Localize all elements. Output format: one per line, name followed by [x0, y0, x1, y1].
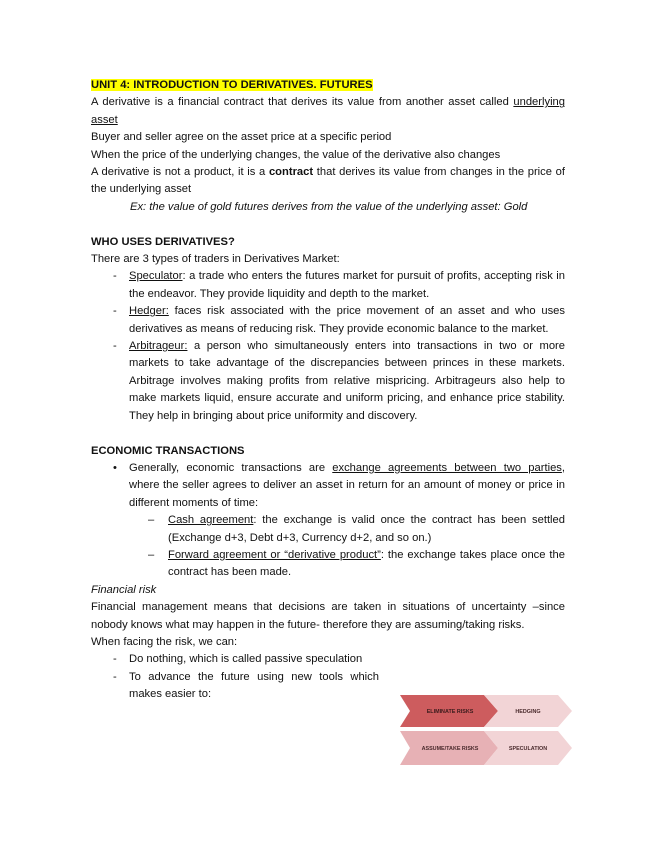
intro-line-3: When the price of the underlying changes, the value of the derivative also changes: [91, 148, 501, 161]
document-page: [91, 77, 565, 704]
page-title: UNIT 4: INTRODUCTION TO DERIVATIVES. FUTURES: [91, 79, 373, 91]
en-dash-marker: –: [148, 548, 155, 561]
contract-term: contract: [268, 166, 314, 179]
exchange-agreements-term: exchange agreements between two parties: [332, 461, 562, 474]
list-item: • Generally, economic transactions are exchange agreements between two parties, where the seller agrees to deliver an asset in return for an amount of money or price in different moments of time:: [113, 461, 565, 509]
list-item: - To advance the future using new tools which makes easier to:: [113, 670, 379, 701]
financial-risk-paragraph: Financial management means that decisions are taken in situations of uncertainty –since nobody knows what may happen in the future- therefore they are assuming/taking risks.: [91, 601, 565, 631]
list-item: – Cash agreement: the exchange is valid once the contract has been settled (Exchange d+3, Debt d+3, Currency d+2, and so on.): [148, 514, 565, 544]
section-heading-who-uses: WHO USES DERIVATIVES?: [91, 235, 235, 248]
list-item: - Hedger: faces risk associated with the price movement of an asset and who uses derivatives as means of reducing risk. They provide economic balance to the market.: [113, 305, 565, 335]
dash-marker: -: [113, 670, 117, 683]
term-arbitrageur: Arbitrageur:: [129, 340, 188, 353]
label-hedging: HEDGING: [515, 709, 541, 715]
intro-line-1: A derivative is a financial contract that derives its value from another asset called underlying asset: [91, 96, 565, 126]
dash-marker: -: [113, 653, 117, 666]
underlying-asset-term: underlying asset: [91, 96, 565, 126]
bullet-marker: •: [113, 461, 117, 474]
agreement-types-list: [91, 512, 565, 582]
label-speculation: SPECULATION: [508, 746, 548, 752]
intro-line-2: Buyer and seller agree on the asset price at a specific period: [91, 131, 392, 144]
term-speculator: Speculator: [129, 270, 183, 283]
who-uses-intro: There are 3 types of traders in Derivatives Market:: [91, 253, 340, 266]
dash-marker: -: [113, 340, 117, 353]
section-heading-economic: ECONOMIC TRANSACTIONS: [91, 444, 245, 457]
list-item: - Do nothing, which is called passive speculation: [91, 651, 565, 668]
term-hedger: Hedger:: [129, 305, 169, 318]
term-forward-agreement: Forward agreement or “derivative product”: [168, 548, 381, 561]
risk-strategy-diagram: [400, 693, 572, 767]
example-text: Ex: the value of gold futures derives from the value of the underlying asset: Gold: [130, 200, 528, 213]
intro-line-4: A derivative is not a product, it is a contract that derives its value from changes in the price of the underlying asset: [91, 166, 565, 196]
economic-list: [91, 460, 565, 512]
list-item: - Arbitrageur: a person who simultaneously enters into transactions in two or more markets to take advantage of the discrepancies between princes in these markets. Arbitrage involves making profits from relative mispricing. Arbitrageurs also help to make markets liquid, ensure accurate and uniform pricing, and enhance price stability. They help in bringing about price uniformity and discovery.: [113, 340, 565, 422]
label-assume-take-risks: ASSUME/TAKE RISKS: [421, 746, 479, 752]
list-item: – Forward agreement or “derivative product”: the exchange takes place once the contract has been made.: [148, 548, 565, 579]
facing-risk-text: When facing the risk, we can:: [91, 635, 238, 648]
dash-marker: -: [113, 305, 117, 318]
list-item: - Speculator: a trade who enters the futures market for pursuit of profits, accepting risk in the endeavor. They provide liquidity and depth to the market.: [113, 270, 565, 300]
dash-marker: -: [113, 270, 117, 283]
trader-types-list: [91, 268, 565, 425]
term-cash-agreement: Cash agreement: [168, 514, 254, 527]
subheading-financial-risk: Financial risk: [91, 583, 157, 596]
label-eliminate-risks: ELIMINATE RISKS: [426, 709, 474, 715]
en-dash-marker: –: [148, 514, 155, 527]
